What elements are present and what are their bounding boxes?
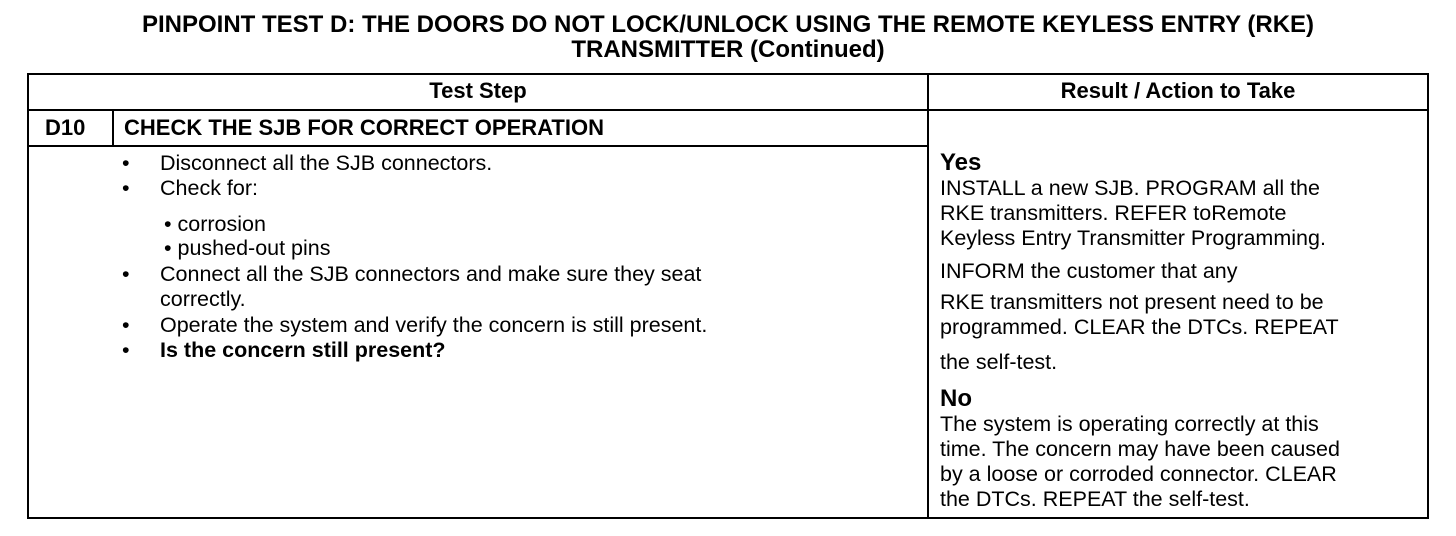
no-label: No <box>940 385 972 412</box>
no-action: The system is operating correctly at this <box>940 412 1319 436</box>
column-divider <box>927 73 929 519</box>
step-question: Is the concern still present? <box>160 338 446 362</box>
yes-action: RKE transmitters not present need to be <box>940 290 1324 314</box>
step-id-divider <box>112 109 114 147</box>
step-instruction: Check for: <box>160 176 258 200</box>
bullet-marker: • <box>122 176 130 200</box>
header-result-action: Result / Action to Take <box>1060 78 1296 103</box>
yes-action: INSTALL a new SJB. PROGRAM all the <box>940 176 1320 200</box>
no-action: the DTCs. REPEAT the self-test. <box>940 487 1250 511</box>
bullet-marker: • <box>122 151 130 175</box>
sub-item: • pushed-out pins <box>164 236 331 260</box>
bullet-marker: • <box>122 313 130 337</box>
sub-item: • corrosion <box>164 212 266 236</box>
page-title <box>0 12 1456 62</box>
title-line-1: PINPOINT TEST D: THE DOORS DO NOT LOCK/UNLOCK USING THE REMOTE KEYLESS ENTRY (RKE) <box>141 11 1315 38</box>
yes-action: RKE transmitters. REFER toRemote <box>940 201 1287 225</box>
title-line-2: TRANSMITTER (Continued) <box>571 36 885 63</box>
step-title-divider <box>27 145 929 147</box>
step-instruction: Operate the system and verify the concern is still present. <box>160 313 708 337</box>
header-test-step: Test Step <box>429 78 527 103</box>
step-instruction: Disconnect all the SJB connectors. <box>160 151 493 175</box>
step-instruction-continued: correctly. <box>160 287 246 311</box>
bullet-marker: • <box>122 262 130 286</box>
no-action: time. The concern may have been caused <box>940 437 1340 461</box>
step-id: D10 <box>45 115 86 140</box>
yes-action: INFORM the customer that any <box>940 259 1238 283</box>
header-divider <box>27 109 1429 111</box>
yes-action: programmed. CLEAR the DTCs. REPEAT <box>940 315 1339 339</box>
yes-label: Yes <box>940 149 982 176</box>
no-action: by a loose or corroded connector. CLEAR <box>940 462 1337 486</box>
yes-action: Keyless Entry Transmitter Programming. <box>940 226 1326 250</box>
bullet-marker: • <box>122 338 130 362</box>
step-instruction: Connect all the SJB connectors and make sure they seat <box>160 262 702 286</box>
step-title: CHECK THE SJB FOR CORRECT OPERATION <box>124 115 604 140</box>
yes-action: the self-test. <box>940 350 1058 374</box>
